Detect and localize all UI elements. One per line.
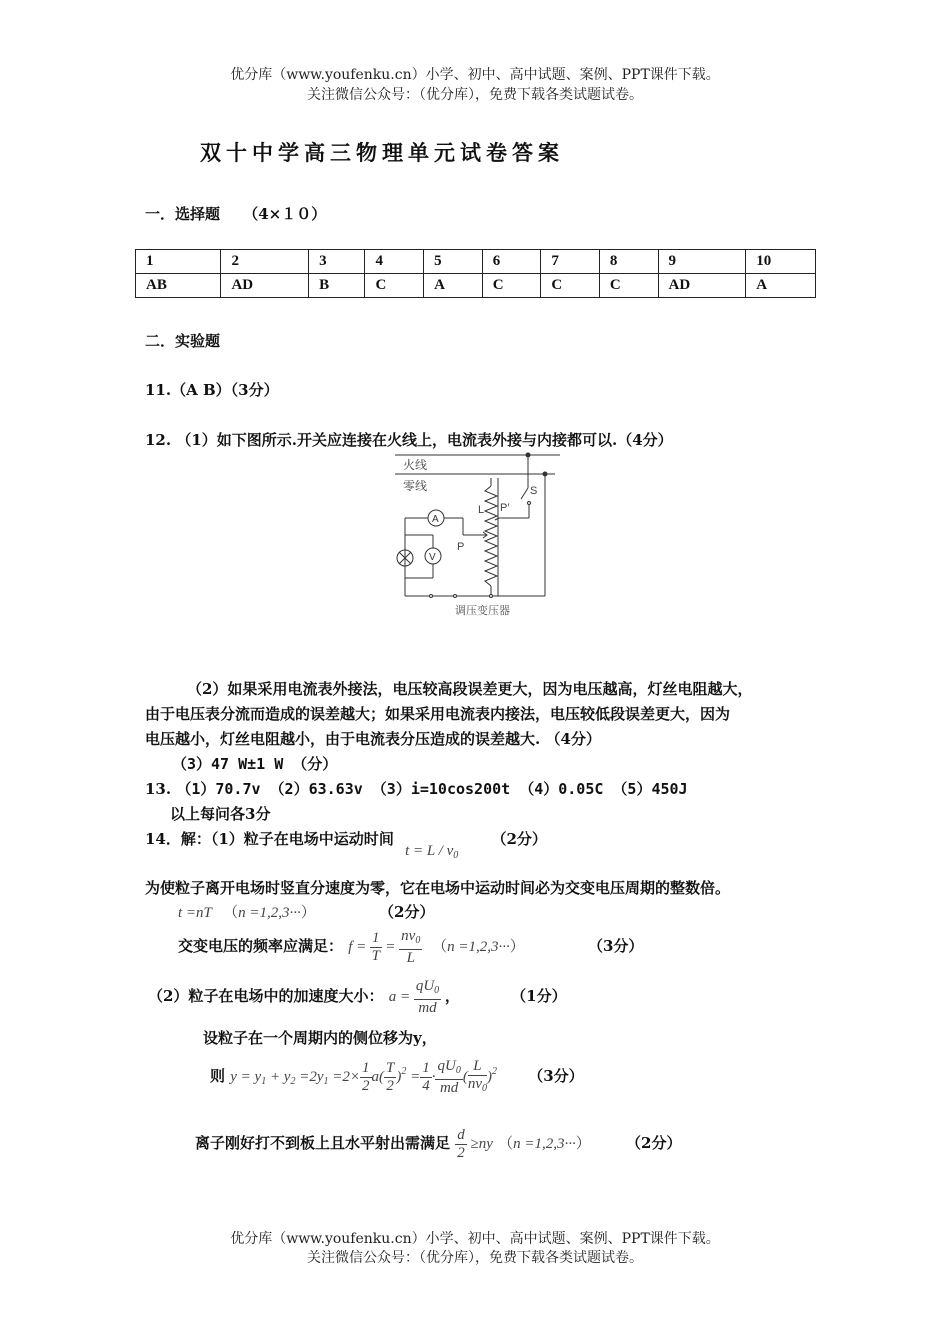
fraction: $\frac{qU_0}{md}$	[437, 1058, 461, 1096]
switch-label: S	[530, 485, 538, 497]
table-cell: 10	[746, 250, 816, 274]
formula-displacement: $y = y_1 + y_2 =2y_1 =2\times$ $\frac{1}{2}$ a( $\frac{T}{2}$ )$^2$ = $\frac{1}{4}$ · $\frac{qU_0}{md}$ ( $\frac{L}{nv_0}$ )$^2$	[230, 1058, 497, 1096]
q13-label: 13.	[145, 780, 172, 798]
terminal	[430, 595, 433, 598]
q12-part2-line2: 由于电压表分流而造成的误差越大；如果采用电流表内接法，电压较低段误差更大，因为	[145, 705, 731, 723]
section2-heading: 二．实验题	[145, 332, 221, 350]
table-cell: 7	[541, 250, 600, 274]
slider-p-label: P	[457, 541, 465, 553]
live-wire-label: 火线	[403, 458, 428, 472]
n-range-text: n =1,2,3···	[447, 938, 510, 955]
q14-line7	[210, 1058, 584, 1097]
footer-line-2: 关注微信公众号：（优分库），免费下载各类试题试卷。	[307, 1250, 643, 1266]
n-range-text: n =1,2,3···	[513, 1135, 576, 1152]
q14-line5-score: （1分）	[511, 986, 567, 1005]
terminal	[454, 595, 457, 598]
fraction: $\frac{1}{4}$	[422, 1060, 430, 1094]
q14-line4	[178, 928, 643, 967]
q14-line8-score: （2分）	[626, 1133, 682, 1152]
switch-contact	[528, 502, 531, 505]
circuit-diagram	[395, 450, 560, 620]
q12-part2-line1: （2）如果采用电流表外接法，电压较高段误差更大，因为电压越高，灯丝电阻越大，	[187, 680, 753, 698]
table-cell: AD	[658, 274, 746, 298]
q14-line4-score: （3分）	[587, 936, 644, 955]
table-cell: 6	[482, 250, 541, 274]
table-cell: C	[482, 274, 541, 298]
q12-part3	[172, 753, 337, 774]
q14-line8	[195, 1127, 681, 1162]
terminal	[490, 595, 493, 598]
fraction: $\frac{1}{2}$	[362, 1060, 370, 1094]
switch-blade	[521, 488, 528, 499]
table-cell: A	[424, 274, 483, 298]
formula-acceleration: a = $\frac{qU_0}{md}$	[388, 978, 440, 1016]
q13-text: （1）70.7v （2）63.63v （3）i=10cos200t （4）0.05C （5）450J	[176, 780, 688, 798]
q14-line6: 设粒子在一个周期内的侧位移为y，	[203, 1029, 437, 1047]
q12-part2-line3: 电压越小，灯丝电阻越小，由于电流表分压造成的误差越大. （4分）	[145, 730, 601, 748]
formula-t: $t = L / v_0$	[405, 843, 459, 861]
q12-part1: 12. （1）如下图所示.开关应连接在火线上，电流表外接与内接都可以.（4分）	[145, 431, 673, 449]
formula-condition: $\frac{d}{2}$ ≥ny	[457, 1127, 493, 1161]
page-title: 双十中学高三物理单元试卷答案	[200, 140, 564, 165]
q13-note: 以上每问各3分	[170, 805, 271, 823]
section1-points: （4×１０）	[243, 205, 327, 223]
slider-p-prime-label: P′	[500, 502, 510, 514]
voltmeter-label: V	[429, 552, 436, 563]
table-cell: C	[599, 274, 658, 298]
q14-line7-text: 则	[210, 1066, 226, 1085]
table-cell: B	[309, 274, 365, 298]
n-range: （n =1,2,3···）	[498, 1135, 591, 1152]
answer-table-answer-row	[136, 274, 816, 298]
ammeter-label: A	[432, 514, 439, 525]
table-cell: AB	[136, 274, 221, 298]
q14-line2: 为使粒子离开电场时竖直分速度为零，它在电场中运动时间必为交变电压周期的整数倍。	[145, 879, 731, 897]
q11-answer: 11.（A B）（3分）	[145, 381, 279, 399]
table-cell: C	[541, 274, 600, 298]
section1-heading-text: 一．选择题	[145, 205, 221, 223]
table-cell: C	[365, 274, 424, 298]
fraction: $\frac{L}{nv_0}$	[467, 1058, 487, 1094]
q13-answer	[145, 778, 688, 799]
header-line-1: 优分库（www.youfenku.cn）小学、初中、高中试题、案例、PPT课件下载。	[230, 67, 720, 83]
fraction: $\frac{qU_0}{md}$	[415, 978, 440, 1016]
q12-part3-text: （3）47 W±1 W （分）	[172, 755, 338, 773]
header-line-2: 关注微信公众号：（优分库），免费下载各类试题试卷。	[307, 87, 643, 103]
table-cell: 9	[658, 250, 746, 274]
q14-line3-score: （2分）	[379, 903, 435, 921]
n-range-text: n =1,2,3···	[238, 905, 301, 921]
fraction: $\frac{T}{2}$	[386, 1060, 395, 1094]
q14-line5: （2）粒子在电场中的加速度大小： a = $\frac{qU_0}{md}$ ， （1分）	[148, 978, 567, 1016]
transformer-coil	[485, 486, 497, 586]
answer-table-number-row	[136, 250, 816, 274]
table-cell: 4	[365, 250, 424, 274]
table-cell: 8	[599, 250, 658, 274]
q14-line1-score: （2分）	[491, 830, 547, 848]
table-cell: 3	[309, 250, 365, 274]
q14-line3	[178, 901, 434, 922]
q14-line1-text: 14．解：（1）粒子在电场中运动时间	[145, 830, 394, 848]
fraction: $\frac{d}{2}$	[457, 1127, 465, 1161]
formula-frequency: f = $\frac{1}{T}$ = $\frac{nv_0}{L}$	[348, 928, 421, 966]
q14-line5-text: （2）粒子在电场中的加速度大小：	[148, 986, 384, 1005]
diagram-caption: 调压变压器	[455, 605, 510, 617]
table-cell: 2	[221, 250, 309, 274]
table-cell: 1	[136, 250, 221, 274]
q14-line8-text: 离子刚好打不到板上且水平射出需满足	[195, 1133, 451, 1152]
coil-label: L	[478, 504, 485, 516]
formula-t-nT: t =nT	[178, 905, 212, 921]
answer-table	[135, 249, 816, 298]
fraction: $\frac{1}{T}$	[371, 930, 380, 964]
q14-line4-text: 交变电压的频率应满足：	[178, 936, 344, 955]
table-cell: 5	[424, 250, 483, 274]
table-cell: AD	[221, 274, 309, 298]
footer-line-1: 优分库（www.youfenku.cn）小学、初中、高中试题、案例、PPT课件下载。	[230, 1231, 720, 1247]
n-range: （n =1,2,3···）	[223, 905, 316, 921]
section1-heading	[145, 203, 326, 224]
table-cell: A	[746, 274, 816, 298]
fraction: $\frac{nv_0}{L}$	[401, 928, 421, 966]
q14-line7-score: （3分）	[528, 1066, 584, 1085]
n-range: （n =1,2,3···）	[432, 938, 525, 955]
neutral-wire-label: 零线	[403, 479, 428, 493]
q14-line1	[145, 828, 547, 861]
